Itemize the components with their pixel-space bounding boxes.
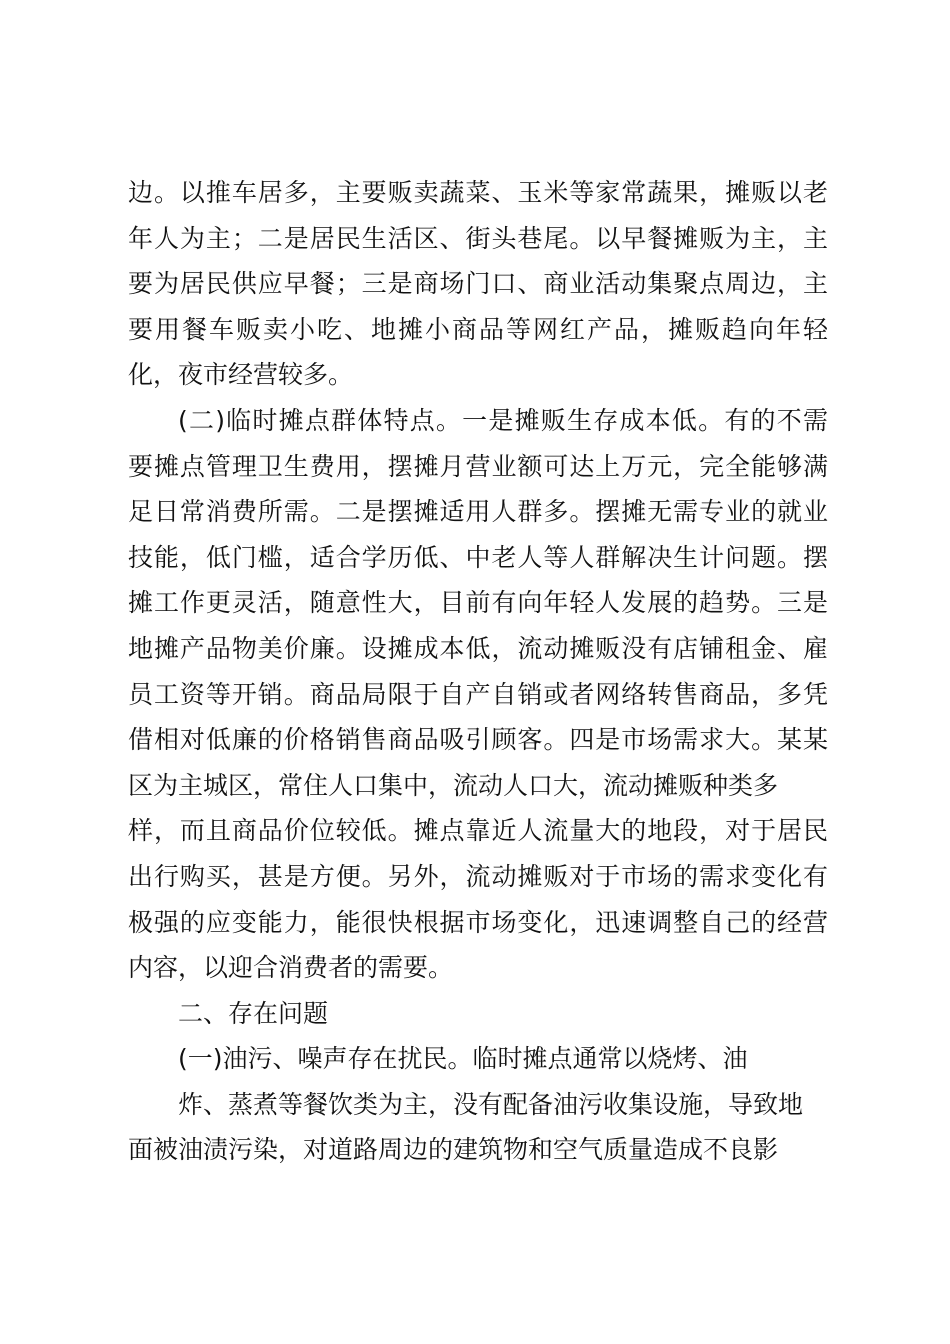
text-line: 区为主城区，常住人口集中，流动人口大，流动摊贩种类多	[128, 770, 779, 800]
text-line: 摊工作更灵活，随意性大，目前有向年轻人发展的趋势。三是	[128, 588, 828, 618]
section-heading-line: (二)临时摊点群体特点。一是摊贩生存成本低。有的不需	[178, 405, 828, 435]
text-line: 要摊点管理卫生费用，摆摊月营业额可达上万元，完全能够满	[128, 451, 828, 481]
text-line: 炸、蒸煮等餐饮类为主，没有配备油污收集设施，导致地	[178, 1089, 804, 1119]
section-heading-line: (一)油污、噪声存在扰民。临时摊点通常以烧烤、油	[178, 1044, 748, 1074]
body-text	[128, 170, 828, 1173]
text-line: 边。以推车居多，主要贩卖蔬菜、玉米等家常蔬果，摊贩以老	[128, 178, 828, 207]
text-line: 化，夜市经营较多。	[128, 360, 354, 390]
text-line: 技能，低门槛，适合学历低、中老人等人群解决生计问题。摆	[128, 542, 828, 572]
text-line: 要用餐车贩卖小吃、地摊小商品等网红产品，摊贩趋向年轻	[128, 314, 828, 344]
text-line: 极强的应变能力，能很快根据市场变化，迅速调整自己的经营	[128, 907, 828, 937]
text-line: 出行购买，甚是方便。另外，流动摊贩对于市场的需求变化有	[128, 861, 828, 891]
text-line: 借相对低廉的价格销售商品吸引顾客。四是市场需求大。某某	[128, 725, 828, 755]
text-line: 足日常消费所需。二是摆摊适用人群多。摆摊无需专业的就业	[128, 497, 828, 527]
text-line: 地摊产品物美价廉。设摊成本低，流动摊贩没有店铺租金、雇	[128, 633, 828, 663]
text-line: 内容，以迎合消费者的需要。	[128, 953, 454, 983]
text-line: 员工资等开销。商品局限于自产自销或者网络转售商品，多凭	[128, 679, 828, 709]
text-line: 年人为主；二是居民生活区、街头巷尾。以早餐摊贩为主，主	[128, 223, 828, 253]
chapter-heading: 二、存在问题	[178, 998, 329, 1028]
text-line: 样，而且商品价位较低。摊点靠近人流量大的地段，对于居民	[128, 816, 828, 846]
text-line: 要为居民供应早餐；三是商场门口、商业活动集聚点周边，主	[128, 269, 828, 299]
text-line: 面被油渍污染，对道路周边的建筑物和空气质量造成不良影	[128, 1135, 779, 1165]
